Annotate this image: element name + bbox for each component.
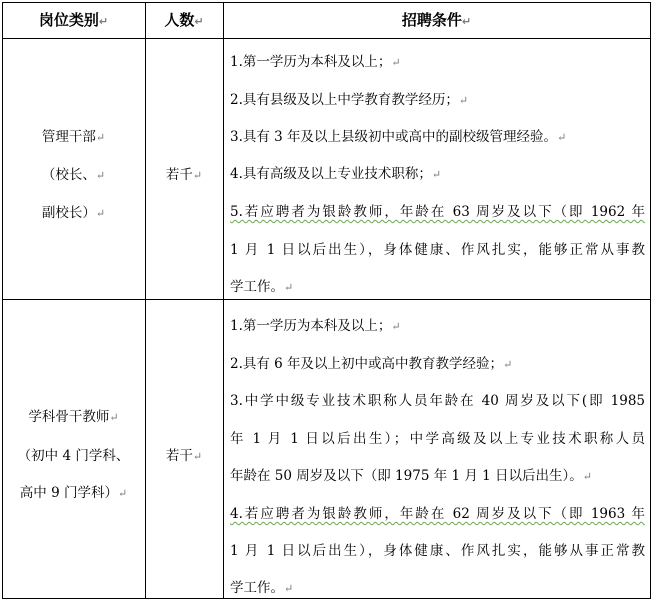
condition-line: 年龄在 50 周岁及以下（即 1975 年 1 月 1 日以后出生）。↵ [230,468,593,484]
category-line: 副校长）↵ [41,205,106,221]
condition-line: 5.若应聘者为银龄教师，年龄在 63 周岁及以下（即 1962 年 [230,204,645,220]
category-line: 学科骨干教师↵ [28,409,119,425]
condition-line: 2.具有县级及以上中学教育教学经历；↵ [230,92,469,108]
category-line: （初中 4 门学科、 [17,448,130,464]
condition-line: 2.具有 6 年及以上初中或高中教育教学经验；↵ [230,356,513,372]
condition-line: 年 1 月 1 日以后出生）；中学高级及以上专业技术职称人员 [230,431,645,447]
category-cell-management [2,38,145,299]
count-value: 若干↵ [165,448,203,464]
condition-line: 4.具有高级及以上专业技术职称；↵ [230,166,442,182]
count-value: 若千↵ [165,167,203,183]
category-line: 高中 9 门学科）↵ [19,485,128,501]
header-count: 人数↵ [164,11,204,29]
header-conditions: 招聘条件↵ [401,11,472,29]
condition-line: 学工作。↵ [230,580,294,596]
condition-line: 3.具有 3 年及以上县级初中或高中的副校级管理经验。↵ [230,129,567,145]
table-right-border [650,2,651,599]
condition-line: 3.中学中级专业技术职称人员年龄在 40 周岁及以下(即 1985 [230,393,645,409]
count-cell-teacher [145,299,223,598]
condition-line: 1.第一学历为本科及以上；↵ [230,318,401,334]
column-divider-2 [223,2,224,599]
condition-line: 4.若应聘者为银龄教师，年龄在 62 周岁及以下（即 1963 年 [230,506,645,522]
count-cell-management [145,38,223,299]
category-line: （校长、↵ [41,167,106,183]
header-category: 岗位类别↵ [38,11,109,29]
condition-line: 学工作。↵ [230,279,294,295]
condition-line: 1 月 1 日以后出生），身体健康、作风扎实，能够从事正常教 [230,543,645,559]
category-cell-teacher [2,299,145,598]
category-line: 管理干部↵ [41,129,106,145]
condition-line: 1 月 1 日以后出生），身体健康、作风扎实，能够正常从事教 [230,242,645,258]
condition-line: 1.第一学历为本科及以上；↵ [230,54,401,70]
